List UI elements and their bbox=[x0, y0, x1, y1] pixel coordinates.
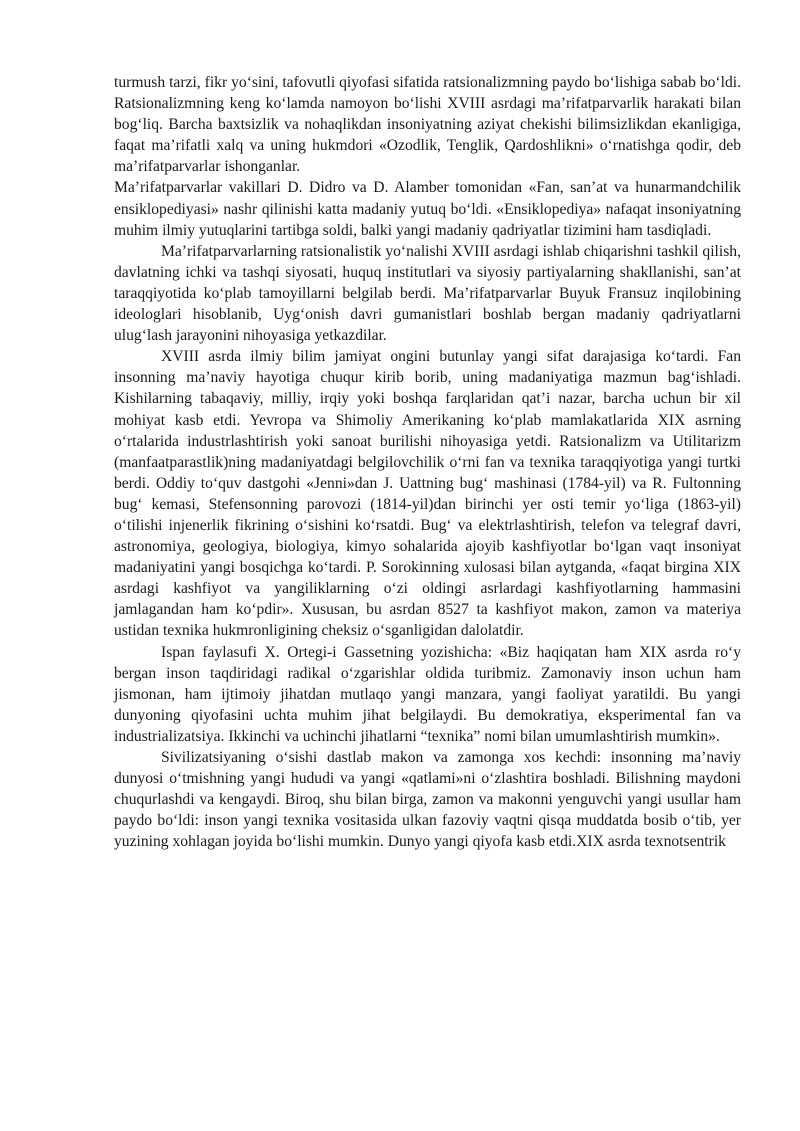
paragraph-civilization-growth: Sivilizatsiyaning o‘sishi dastlab makon va zamonga xos kechdi: insonning ma’naviy dunyosi o‘tmishning yangi hududi va yangi «qatlami»ni o‘zlashtira boshladi. Bilishning maydoni chuqurlashdi va kengaydi. Biroq, shu bilan birga, zamon va makonni yenguvchi yangi usullar ham paydo bo‘ldi: inson yangi texnika vositasida ulkan fazoviy vaqtni qisqa muddatda bosib o‘tib, yer yuzining xohlagan joyida bo‘lishi mumkin. Dunyo yangi qiyofa kasb etdi.XIX asrda texnotsentrik bbox=[114, 749, 741, 851]
paragraph-enlighteners-direction: Ma’rifatparvarlarning ratsionalistik yo‘nalishi XVIII asrdagi ishlab chiqarishni tashkil qilish, davlatning ichki va tashqi siyosati, huquq institutlari va siyosiy partiyalarning shakllanishi, san’at taraqqiyotida ko‘plab tamoyillarni belgilab berdi. Ma’rifatparvarlar Buyuk Fransuz inqilobining ideologlari hisoblanib, Uyg‘onish davri gumanistlari boshlab bergan madaniy qadriyatlarni ulug‘lash jarayonini nihoyasiga yetkazdilar. bbox=[114, 242, 741, 345]
paragraph-ortega-quote: Ispan faylasufi X. Ortegi-i Gassetning yozishicha: «Biz haqiqatan ham XIX asrda ro‘y bergan inson taqdiridagi radikal o‘zgarishlar oldida turibmiz. Zamonaviy inson uchun ham jismonan, ham ijtimoiy jihatdan mutlaqo yangi manzara, yangi faoliyat yaratildi. Bu yangi dunyoning qiyofasini uchta muhim jihat belgilaydi. Bu demokratiya, eksperimental fan va industrializatsiya. Ikkinchi va uchinchi jihatlarni “texnika” nomi bilan umumlashtirish mumkin». bbox=[114, 643, 741, 745]
paragraph-encyclopedia: Ma’rifatparvarlar vakillari D. Didro va D. Alamber tomonidan «Fan, san’at va hunarmandchilik ensiklopediyasi» nashr qilinishi katta madaniy yutuq bo‘ldi. «Ensiklopediya» nafaqat insoniyatning muhim ilmiy yutuqlarini tartibga soldi, balki yangi madaniy qadriyatlar tizimini ham tasdiqladi. bbox=[114, 179, 741, 239]
paragraph-xviii-science: XVIII asrda ilmiy bilim jamiyat ongini butunlay yangi sifat darajasiga ko‘tardi. Fan insonning ma’naviy hayotiga chuqur kirib borib, uning madaniyatiga mazmun bag‘ishladi. Kishilarning tabaqaviy, milliy, irqiy yoki boshqa farqlaridan qat’i nazar, barcha uchun bir xil mohiyat kasb etdi. Yevropa va Shimoliy Amerikaning ko‘plab mamlakatlarida XIX asrning o‘rtalarida industrlashtirish yoki sanoat burilishi nihoyasiga yetdi. Ratsionalizm va Utilitarizm (manfaatparastlik)ning madaniyatdagi belgilovchilik o‘rni fan va texnika taraqqiyotiga yangi turtki berdi. Oddiy to‘quv dastgohi «Jenni»dan J. Uattning bug‘ mashinasi (1784-yil) va R. Fultonning bug‘ kemasi, Stefensonning parovozi (1814-yil)dan birinchi yer osti temir yo‘liga (1863-yil) o‘tilishi injenerlik fikrining o‘sishini ko‘rsatdi. Bug‘ va elektrlashtirish, telefon va telegraf davri, astronomiya, geologiya, biologiya, kimyo sohalarida ajoyib kashfiyotlar bo‘lgan vaqt insoniyat madaniyatini yangi bosqichga ko‘tardi. P. Sorokinning xulosasi bilan aytganda, «faqat birgina XIX asrdagi kashfiyot va yangiliklarning o‘zi oldingi asrlardagi kashfiyotlarning hammasini jamlagandan ham ko‘pdir». Xususan, bu asrdan 8527 ta kashfiyot makon, zamon va materiya ustidan texnika hukmronligining cheksiz o‘sganligidan dalolatdir. bbox=[114, 348, 741, 640]
document-page bbox=[114, 72, 741, 852]
paragraph-rationalism-origins: turmush tarzi, fikr yo‘sini, tafovutli qiyofasi sifatida ratsionalizmning paydo bo‘lishiga sabab bo‘ldi. Ratsionalizmning keng ko‘lamda namoyon bo‘lishi XVIII asrdagi ma’rifatparvarlik harakati bilan bog‘liq. Barcha baxtsizlik va nohaqlikdan insoniyatning aziyat chekishi bilimsizlikdan ekanligiga, faqat ma’rifatli xalq va uning hukmdori «Ozodlik, Tenglik, Qardoshlikni» o‘rnatishga qodir, deb ma’rifatparvarlar ishonganlar. bbox=[114, 74, 741, 176]
